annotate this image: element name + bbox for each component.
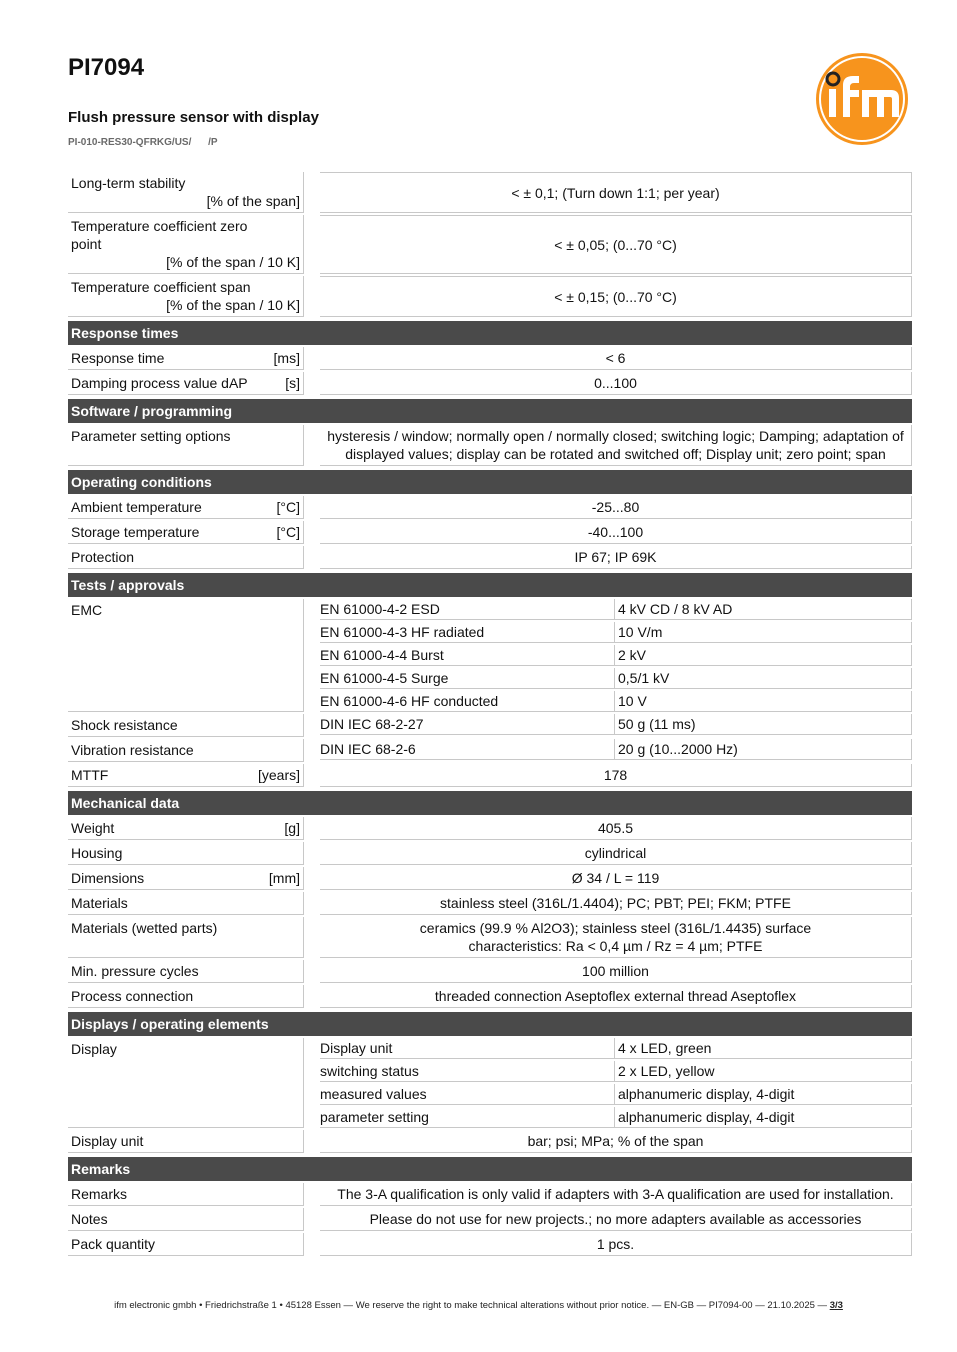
section-heading-remarks: Remarks — [68, 1157, 912, 1181]
emc-standard: EN 61000-4-3 HF radiated — [320, 622, 615, 643]
row-label: Materials — [68, 892, 304, 915]
product-subtitle: Flush pressure sensor with display — [68, 109, 319, 126]
shock-value: 50 g (11 ms) — [615, 714, 912, 735]
spec-row-display — [68, 1038, 912, 1128]
row-unit: [g] — [284, 820, 300, 836]
spec-row-pressure-cycles — [68, 960, 912, 983]
display-item: Display unit — [320, 1038, 615, 1059]
display-item: parameter setting — [320, 1107, 615, 1128]
row-label: Notes — [68, 1208, 304, 1231]
row-value: IP 67; IP 69K — [320, 546, 912, 569]
display-value: alphanumeric display, 4-digit — [615, 1107, 912, 1128]
row-value: 100 million — [320, 960, 912, 983]
display-row — [320, 1038, 912, 1059]
spec-row-remarks — [68, 1183, 912, 1206]
spec-table — [68, 172, 912, 1256]
spec-row-materials-wetted — [68, 917, 912, 958]
footer-text: ifm electronic gmbh • Friedrichstraße 1 • 45128 Essen — We reserve the right to make technical alterations without prior notice. — EN-GB — PI7094-00 — 21.10.2025 — — [114, 1300, 828, 1311]
spec-row-ambient-temp — [68, 496, 912, 519]
emc-row — [320, 599, 912, 620]
emc-value: 10 V — [615, 691, 912, 712]
emc-row — [320, 691, 912, 712]
section-heading-software: Software / programming — [68, 399, 912, 423]
emc-standard: EN 61000-4-6 HF conducted — [320, 691, 615, 712]
row-label: Response time — [71, 350, 165, 366]
emc-standard: EN 61000-4-2 ESD — [320, 599, 615, 620]
row-label: Protection — [68, 546, 304, 569]
emc-row — [320, 645, 912, 666]
emc-row — [320, 622, 912, 643]
row-label: Pack quantity — [68, 1233, 304, 1256]
spec-row-emc — [68, 599, 912, 712]
row-unit: [ms] — [273, 350, 300, 366]
row-label: Parameter setting options — [68, 425, 304, 466]
row-value: Ø 34 / L = 119 — [320, 867, 912, 890]
spec-row-notes — [68, 1208, 912, 1231]
emc-standard: EN 61000-4-5 Surge — [320, 668, 615, 689]
section-heading-operating: Operating conditions — [68, 470, 912, 494]
row-value: Please do not use for new projects.; no more adapters available as accessories — [320, 1208, 912, 1231]
row-value: stainless steel (316L/1.4404); PC; PBT; PEI; FKM; PTFE — [320, 892, 912, 915]
row-label: MTTF — [71, 767, 109, 783]
spec-row-display-unit — [68, 1130, 912, 1153]
row-unit: [mm] — [268, 870, 300, 886]
product-code: PI-010-RES30-QFRKG/US/ /P — [68, 137, 218, 148]
display-row — [320, 1107, 912, 1128]
ifm-logo — [815, 52, 909, 146]
row-label: Weight — [71, 820, 115, 836]
emc-value: 0,5/1 kV — [615, 668, 912, 689]
row-value: 1 pcs. — [320, 1233, 912, 1256]
row-value: threaded connection Aseptoflex external thread Aseptoflex — [320, 985, 912, 1008]
spec-row-process-connection — [68, 985, 912, 1008]
row-label: Storage temperature — [71, 524, 200, 540]
row-value: < 6 — [320, 347, 912, 370]
row-label: EMC — [68, 599, 304, 712]
spec-row-temp-coef-zero — [68, 215, 912, 274]
row-label: Display unit — [68, 1130, 304, 1153]
spec-row-response-time — [68, 347, 912, 370]
row-value: bar; psi; MPa; % of the span — [320, 1130, 912, 1153]
display-value: alphanumeric display, 4-digit — [615, 1084, 912, 1105]
row-value: < ± 0,05; (0...70 °C) — [320, 215, 912, 274]
row-unit: [years] — [257, 767, 300, 783]
row-label: Temperature coefficient span — [71, 279, 251, 295]
spec-row-pack-quantity — [68, 1233, 912, 1256]
shock-standard: DIN IEC 68-2-27 — [320, 714, 615, 735]
row-value: < ± 0,1; (Turn down 1:1; per year) — [320, 172, 912, 213]
section-heading-mechanical: Mechanical data — [68, 791, 912, 815]
row-unit: [% of the span / 10 K] — [166, 297, 300, 313]
emc-row — [320, 668, 912, 689]
spec-row-protection — [68, 546, 912, 569]
row-label: Long-term stability — [71, 175, 186, 191]
emc-value: 4 kV CD / 8 kV AD — [615, 599, 912, 620]
spec-row-housing — [68, 842, 912, 865]
vibration-value: 20 g (10...2000 Hz) — [615, 739, 912, 760]
row-label: Materials (wetted parts) — [68, 917, 304, 958]
display-item: measured values — [320, 1084, 615, 1105]
row-label: Display — [68, 1038, 304, 1128]
row-label: Damping process value dAP — [71, 375, 248, 391]
row-value: 405.5 — [320, 817, 912, 840]
row-value: ceramics (99.9 % Al2O3); stainless steel (316L/1.4435) surface characteristics: Ra < 0,4 µm / Rz = 4 µm; PTFE — [320, 917, 912, 958]
spec-row-temp-coef-span — [68, 276, 912, 317]
row-label: Ambient temperature — [71, 499, 202, 515]
row-unit: [°C] — [276, 524, 300, 540]
row-label: Min. pressure cycles — [68, 960, 304, 983]
spec-row-shock — [68, 714, 912, 737]
row-value: The 3-A qualification is only valid if adapters with 3-A qualification are used for installation. — [320, 1183, 912, 1206]
row-label: Housing — [68, 842, 304, 865]
emc-value: 10 V/m — [615, 622, 912, 643]
row-unit: [s] — [285, 375, 300, 391]
row-value: 0...100 — [320, 372, 912, 395]
emc-standard: EN 61000-4-4 Burst — [320, 645, 615, 666]
row-label: Temperature coefficient zero point — [71, 218, 248, 252]
spec-row-dimensions — [68, 867, 912, 890]
row-label: Shock resistance — [68, 714, 304, 737]
section-heading-tests: Tests / approvals — [68, 573, 912, 597]
spec-row-storage-temp — [68, 521, 912, 544]
row-value: < ± 0,15; (0...70 °C) — [320, 276, 912, 317]
row-value: -25...80 — [320, 496, 912, 519]
spec-row-damping — [68, 372, 912, 395]
display-row — [320, 1084, 912, 1105]
spec-row-vibration — [68, 739, 912, 762]
row-value: hysteresis / window; normally open / normally closed; switching logic; Damping; adaptation of displayed values; display can be rotated and switched off; Display unit; zero point; span — [320, 425, 912, 466]
row-value: -40...100 — [320, 521, 912, 544]
section-heading-response: Response times — [68, 321, 912, 345]
vibration-standard: DIN IEC 68-2-6 — [320, 739, 615, 760]
emc-value: 2 kV — [615, 645, 912, 666]
spec-row-mttf — [68, 764, 912, 787]
row-label: Dimensions — [71, 870, 145, 886]
row-value: 178 — [320, 764, 912, 787]
spec-row-long-term-stability — [68, 172, 912, 213]
spec-row-materials — [68, 892, 912, 915]
display-item: switching status — [320, 1061, 615, 1082]
row-unit: [% of the span] — [206, 193, 300, 209]
section-heading-displays: Displays / operating elements — [68, 1012, 912, 1036]
row-unit: [% of the span / 10 K] — [166, 254, 300, 270]
row-value: cylindrical — [320, 842, 912, 865]
row-unit: [°C] — [276, 499, 300, 515]
display-value: 4 x LED, green — [615, 1038, 912, 1059]
display-value: 2 x LED, yellow — [615, 1061, 912, 1082]
row-label: Remarks — [68, 1183, 304, 1206]
display-row — [320, 1061, 912, 1082]
spec-row-weight — [68, 817, 912, 840]
product-title: PI7094 — [68, 54, 145, 81]
page-number: 3/3 — [829, 1300, 843, 1311]
row-label: Process connection — [68, 985, 304, 1008]
page-footer — [0, 1300, 957, 1311]
row-label: Vibration resistance — [68, 739, 304, 762]
spec-row-parameter-options — [68, 425, 912, 466]
